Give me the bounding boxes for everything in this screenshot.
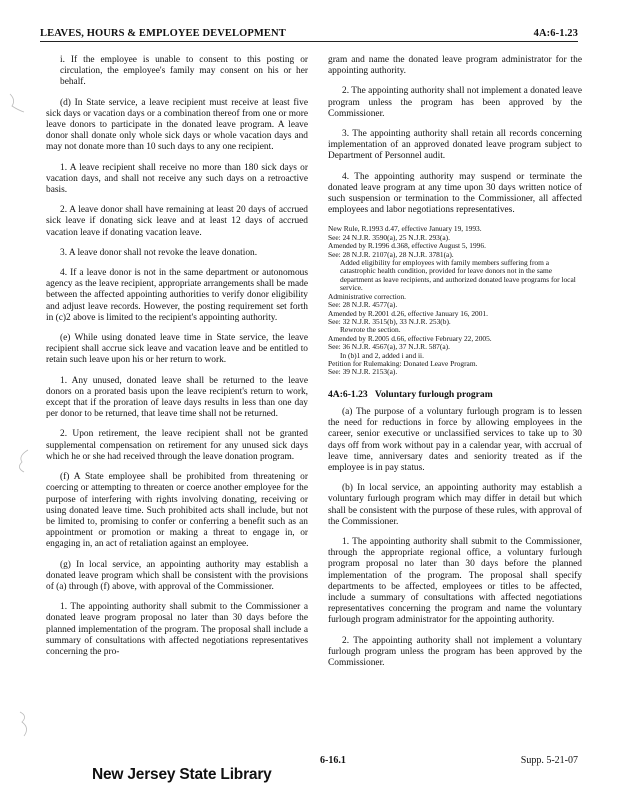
history-line: See: 32 N.J.R. 3515(b), 33 N.J.R. 253(b).	[328, 316, 451, 326]
history-line: See: 39 N.J.R. 2153(a).	[328, 367, 398, 377]
paragraph: i. If the employee is unable to consent to this posting or circulation, the employee's family may consent on his or her behalf.	[60, 55, 308, 88]
paragraph: gram and name the donated leave program administrator for the appointing authority.	[328, 55, 582, 77]
history-line: Rewrote the section.	[340, 325, 401, 335]
paragraph: 4. If a leave donor is not in the same department or autonomous agency as the leave recipient, appropriate arrangements shall be made between the affected appointing authorities to verify donor eligibility and adjust leave records. However, the posting requirement set forth in (c)2 above is limited to the recipient's appointing authority.	[46, 268, 308, 323]
paragraph: 1. The appointing authority shall submit to the Commissioner, through the appropriate regional office, a voluntary furlough program proposal no later than 30 days before the planned implementation of the program. The proposal shall specify departments to be affected, employees or titles to be affected, include a summary of consultations with affected negotiations representatives concerning the program and name the voluntary furlough program administrator for the appointing authority.	[328, 536, 582, 626]
paragraph: 3. The appointing authority shall retain all records concerning implementation of an approved donated leave program subject to Department of Personnel audit.	[328, 129, 582, 162]
section-heading	[328, 389, 582, 400]
scan-mark-middle	[14, 448, 34, 474]
history-notes	[328, 225, 582, 376]
history-line: In (b)1 and 2, added i and ii.	[340, 350, 424, 360]
history-line: Amended by R.2005 d.66, effective February 22, 2005.	[328, 333, 492, 343]
history-line: See: 28 N.J.R. 2107(a), 28 N.J.R. 3781(a).	[328, 249, 454, 259]
history-line: Added eligibility for employees with family members suffering from a catastrophic health condition, provided for leave donors not in the same department as leave recipients, and authorized donated leave programs for local service.	[340, 258, 576, 293]
paragraph: (b) In local service, an appointing authority may establish a voluntary furlough program which may differ in detail but which shall be consistent with the purpose of these rules, with approval of the Commissioner.	[328, 483, 582, 527]
history-line: Amended by R.1996 d.368, effective August 5, 1996.	[328, 241, 486, 251]
paragraph: 1. Any unused, donated leave shall be returned to the leave donors on a prorated basis upon the leave recipient's return to work, except that if the proration of leave days results in less than one day per donor to be returned, that leave time shall not be returned.	[46, 375, 308, 420]
history-line: New Rule, R.1993 d.47, effective January 19, 1993.	[328, 224, 482, 234]
library-stamp: New Jersey State Library	[92, 766, 272, 783]
history-line: See: 28 N.J.R. 4577(a).	[328, 300, 398, 310]
right-column	[328, 55, 582, 678]
paragraph: 2. A leave donor shall have remaining at least 20 days of accrued sick leave if donating sick leave and at least 12 days of accrued vacation leave if donating vacation leave.	[46, 205, 308, 238]
paragraph: (e) While using donated leave time in State service, the leave recipient shall accrue sick leave and vacation leave and be entitled to retain such leave upon his or her return to work.	[46, 333, 308, 366]
paragraph: (g) In local service, an appointing authority may establish a donated leave program which shall be consistent with the provisions of (a) through (f) above, with approval of the Commissioner.	[46, 559, 308, 592]
paragraph: 3. A leave donor shall not revoke the leave donation.	[60, 247, 258, 258]
history-line: Petition for Rulemaking: Donated Leave Program.	[328, 358, 478, 368]
history-line: Amended by R.2001 d.26, effective January 16, 2001.	[328, 308, 488, 318]
paragraph: (d) In State service, a leave recipient must receive at least five sick days or vacation days or a combination thereof from one or more leave donors to participate in the donated leave program. A leave donor shall donate only whole sick days or whole vacation days and may not donate more than 10 such days to any one recipient.	[46, 97, 308, 153]
paragraph: 2. The appointing authority shall not implement a voluntary furlough program unless the program has been approved by the Commissioner.	[328, 635, 582, 669]
paragraph: 1. The appointing authority shall submit to the Commissioner a donated leave program proposal no later than 30 days before the planned implementation of the program. The proposal shall include a summary of consultations with affected negotiations representatives concerning the pro-	[46, 602, 308, 657]
history-line: See: 36 N.J.R. 4567(a), 37 N.J.R. 587(a).	[328, 342, 450, 352]
paragraph: 1. A leave recipient shall receive no more than 180 sick days or vacation days, and shall not receive any such days on a retroactive basis.	[46, 162, 308, 196]
history-line: Administrative correction.	[328, 291, 406, 301]
paragraph: 2. Upon retirement, the leave recipient shall not be granted supplemental compensation on retirement for any unused sick days which he or she had received through the leave donation program.	[46, 429, 308, 462]
header-section-ref: 4A:6-1.23	[533, 28, 578, 39]
scan-mark-top	[8, 92, 28, 114]
supplement-date: Supp. 5-21-07	[520, 755, 578, 766]
page-number: 6-16.1	[320, 755, 346, 766]
running-header	[40, 28, 578, 42]
paragraph: (f) A State employee shall be prohibited from threatening or coercing or attempting to threaten or coerce another employee for the purpose of interfering with rights involving donating, receiving or using donated leave time. Such prohibited acts shall include, but not be limited to, promising to confer or conferring a benefit such as an appointment or promotion or making a threat to engage in, or engaging in, an act of retaliation against an employee.	[46, 472, 308, 550]
section-number: 4A:6-1.23	[328, 388, 368, 400]
header-title: LEAVES, HOURS & EMPLOYEE DEVELOPMENT	[40, 28, 286, 39]
scan-mark-bottom	[16, 710, 38, 738]
section-title: Voluntary furlough program	[374, 388, 493, 400]
paragraph: 4. The appointing authority may suspend or terminate the donated leave program at any time upon 30 days written notice of such suspension or termination to the Commissioner, all affected employees and labor negotiations representatives.	[328, 171, 582, 216]
left-column	[46, 55, 308, 667]
paragraph: (a) The purpose of a voluntary furlough program is to lessen the need for reductions in force by allowing employees in the career, senior executive or unclassified services to take up to 30 days off from work without pay in a calendar year, with accrual of leave time, anniversary dates and seniority treated as if the employee is in pay status.	[328, 406, 582, 473]
paragraph: 2. The appointing authority shall not implement a donated leave program unless the program has been approved by the Commissioner.	[328, 86, 582, 119]
history-line: See: 24 N.J.R. 3590(a), 25 N.J.R. 293(a).	[328, 232, 450, 242]
